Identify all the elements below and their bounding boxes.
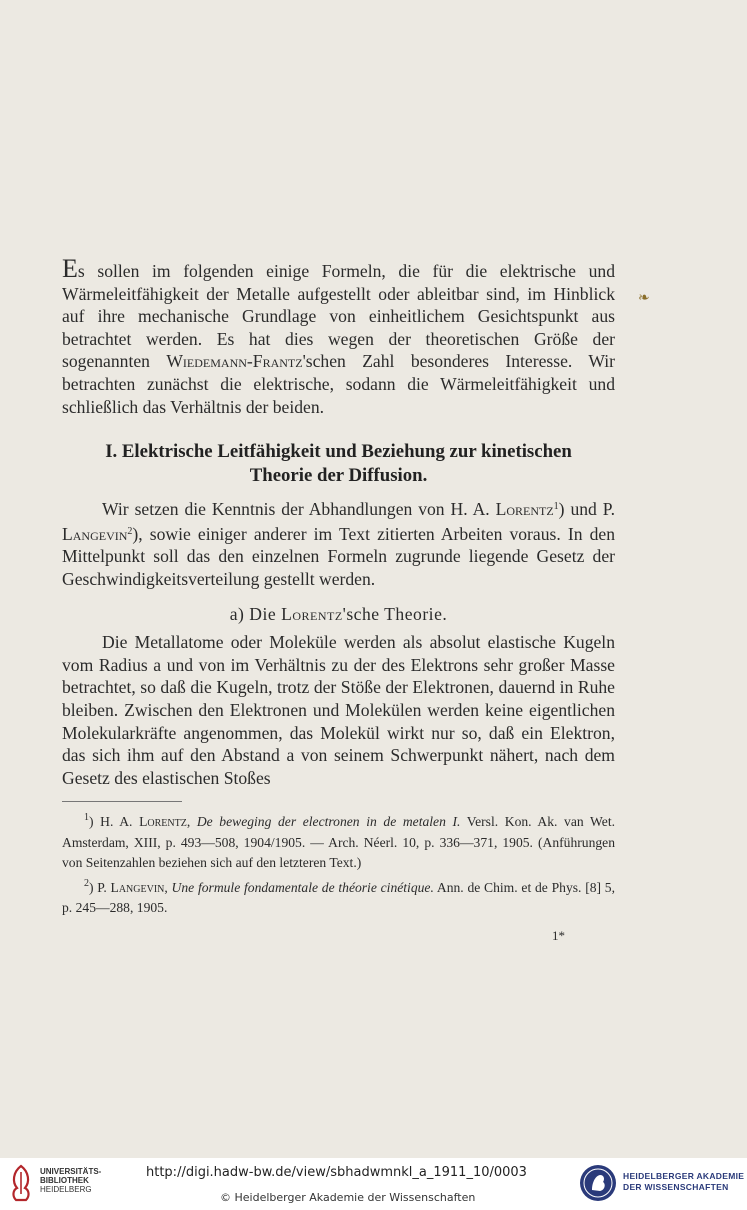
university-library-logo-icon[interactable]	[8, 1164, 34, 1202]
author-name: Wiedemann-Frantz	[166, 351, 303, 372]
footnote-1: $^1$) H. A. Lorentz, De beweging der electronen in de metalen I. Versl. Kon. Ak. van Wet. Amsterdam, XIII, p. 493—508, 1904/1905. — Arch. Néerl. 10, p. 336—371, 1905. (Anführungen von Seitenzahlen beziehen sich auf den letzteren Text.)	[62, 812, 616, 871]
footnotes	[62, 808, 615, 919]
margin-mark-icon: ❧	[638, 290, 650, 306]
body-paragraph: Wir setzen die Kenntnis der Abhandlungen von H. A. Lorentz$^1$) und P. Langevin$^2$), sowie einiger anderer im Text zitierten Arbeiten voraus. In den Mittelpunkt soll das den einzelnen Formeln zugrunde liegende Gesetz der Geschwindigkeitsverteilung gestellt werden.	[62, 499, 615, 589]
permalink-url[interactable]: http://digi.hadw-bw.de/view/sbhadwmnkl_a_1911_10/0003	[146, 1165, 527, 1180]
copyright-notice: © Heidelberger Akademie der Wissenschaften	[220, 1191, 476, 1204]
academy-seal-icon[interactable]	[578, 1163, 618, 1203]
footnote-divider	[62, 801, 182, 802]
intro-paragraph: Es sollen im folgenden einige Formeln, die für die elektrische und Wärmeleitfähigkeit der Metalle aufgestellt oder ableitbar sind, im Hinblick auf ihre mechanische Grundlage von einheitlichem Gesichtspunkt aus betrachtet werden. Es hat dies wegen der theoretischen Größe der sogenannten Wiedemann-Frantz'schen Zahl besonderes Interesse. Wir betrachten zunächst die elektrische, sodann die Wärmeleitfähigkeit und schließlich das Verhältnis der beiden.	[62, 254, 615, 417]
page-number: 1*	[552, 927, 565, 943]
author-name: Langevin	[62, 523, 128, 544]
subsection-heading: a) Die Lorentz'sche Theorie.	[229, 603, 448, 624]
author-name: Lorentz	[495, 499, 554, 520]
academy-name[interactable]: HEIDELBERGER AKADEMIE DER WISSENSCHAFTEN	[623, 1171, 745, 1192]
footnote-2: $^2$) P. Langevin, Une formule fondamentale de théorie cinétique. Ann. de Chim. et de Phys. [8] 5, p. 245—288, 1905.	[62, 877, 616, 916]
drop-cap: E	[62, 254, 78, 283]
viewer-footer	[0, 1158, 747, 1210]
body-paragraph: Die Metallatome oder Moleküle werden als absolut elastische Kugeln vom Radius a und von im Verhältnis zu der des Elektrons sehr großer Masse betrachtet, so daß die Kugeln, trotz der Stöße der Elektronen, dauernd in Ruhe bleiben. Zwischen den Elektronen und Molekülen werden keine eigentlichen Molekularkräfte angenommen, das Molekül wirkt nur so, daß ein Elektron, das sich ihm auf den Abstand a von seinem Schwerpunkt nähert, nach dem Gesetz des elastischen Stoßes	[62, 632, 615, 788]
footnote-ref: 1	[553, 501, 559, 513]
page-content	[62, 254, 616, 947]
section-heading: I. Elektrische Leitfähigkeit und Beziehung zur kinetischen Theorie der Diffusion.	[105, 441, 572, 487]
footnote-ref: 2	[127, 525, 133, 537]
library-name[interactable]: UNIVERSITÄTS- BIBLIOTHEK HEIDELBERG	[40, 1167, 102, 1194]
